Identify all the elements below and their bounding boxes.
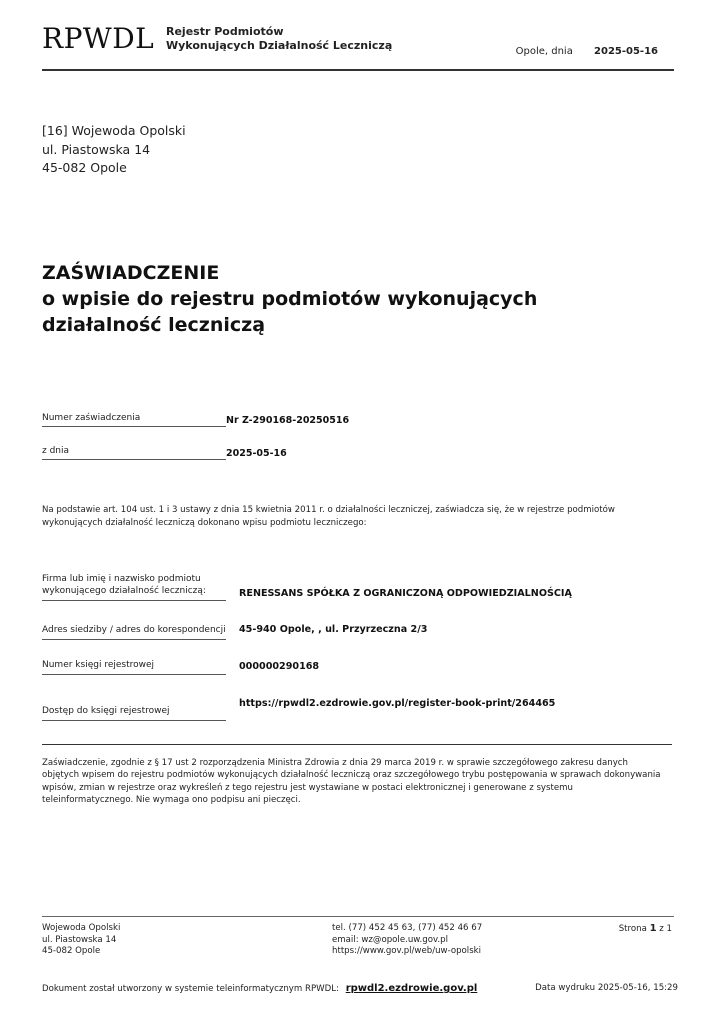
rpwdl-logo: RPWDL (42, 22, 155, 55)
recipient-address (42, 122, 186, 178)
section-divider (42, 744, 672, 745)
page-current: 1 (649, 923, 657, 934)
system-info (42, 983, 477, 994)
entity-name-value: RENESSANS SPÓŁKA Z OGRANICZONĄ ODPOWIEDZIALNOŚCIĄ (239, 588, 572, 599)
certificate-number-label: Numer zaświadczenia (42, 413, 226, 427)
footer-contact (332, 923, 482, 958)
document-title (42, 260, 662, 338)
issue-date: 2025-05-16 (594, 46, 658, 57)
entity-address-label: Adres siedziby / adres do korespondencji (42, 624, 226, 640)
page-number (619, 923, 672, 934)
title-line1: ZAŚWIADCZENIE (42, 262, 220, 284)
entity-name-label: Firma lub imię i nazwisko podmiotu wykonującego działalność leczniczą: (42, 573, 226, 601)
title-line2: o wpisie do rejestru podmiotów wykonujących działalność leczniczą (42, 288, 538, 336)
register-book-label: Numer księgi rejestrowej (42, 659, 226, 675)
footer-website[interactable]: https://www.gov.pl/web/uw-opolski (332, 946, 482, 956)
certificate-number-value: Nr Z-290168-20250516 (226, 415, 350, 426)
footer-divider (42, 916, 674, 917)
certificate-date-value: 2025-05-16 (226, 448, 287, 459)
footer-office-address (42, 923, 120, 958)
system-link[interactable]: rpwdl2.ezdrowie.gov.pl (345, 983, 478, 994)
electronic-issue-note: Zaświadczenie, zgodnie z § 17 ust 2 rozporządzenia Ministra Zdrowia z dnia 29 marca 2019 r. w sprawie szczegółowego zakresu danych objętych wpisem do rejestru podmiotów wykonujących działalność leczniczą oraz szczegółowego trybu postępowania w sprawach dokonywania wpisów, zmian w rejestrze oraz wykreśleń z tego rejestru jest wystawiane w postaci elektronicznej i generowane z systemu teleinformatycznego. Nie wymaga ono podpisu ani pieczęci. (42, 758, 661, 805)
issue-place-label: Opole, dnia (515, 46, 573, 57)
footer-office-line3: 45-082 Opole (42, 946, 101, 956)
page-label: Strona (618, 924, 647, 934)
entity-address-value: 45-940 Opole, , ul. Przyrzeczna 2/3 (239, 624, 428, 635)
register-book-access-link[interactable]: https://rpwdl2.ezdrowie.gov.pl/register-book-print/264465 (239, 698, 556, 709)
register-name (166, 25, 392, 53)
footer-phone: tel. (77) 452 45 63, (77) 452 46 67 (332, 923, 483, 933)
system-text: Dokument został utworzony w systemie teleinformatycznym RPWDL: (42, 984, 339, 994)
register-name-line2: Wykonujących Działalność Leczniczą (166, 39, 393, 52)
register-book-value: 000000290168 (239, 661, 320, 672)
header-divider (42, 69, 674, 71)
footer-office-line2: ul. Piastowska 14 (42, 934, 117, 945)
footer-email[interactable]: email: wz@opole.uw.gov.pl (332, 934, 448, 945)
recipient-line3: 45-082 Opole (42, 160, 127, 175)
legal-basis-text: Na podstawie art. 104 ust. 1 i 3 ustawy z dnia 15 kwietnia 2011 r. o działalności leczniczej, zaświadcza się, że w rejestrze podmiotów wykonujących działalność leczniczą dokonano wpisu podmiotu leczniczego: (42, 505, 615, 528)
recipient-line1: [16] Wojewoda Opolski (42, 123, 186, 138)
issue-place-date (516, 46, 658, 57)
register-name-line1: Rejestr Podmiotów (166, 25, 284, 38)
certificate-date-label: z dnia (42, 446, 226, 460)
page-total: z 1 (659, 924, 672, 934)
register-book-access-label: Dostęp do księgi rejestrowej (42, 705, 226, 721)
print-date: Data wydruku 2025-05-16, 15:29 (535, 983, 678, 993)
recipient-line2: ul. Piastowska 14 (42, 141, 151, 157)
footer-office-line1: Wojewoda Opolski (42, 923, 121, 933)
